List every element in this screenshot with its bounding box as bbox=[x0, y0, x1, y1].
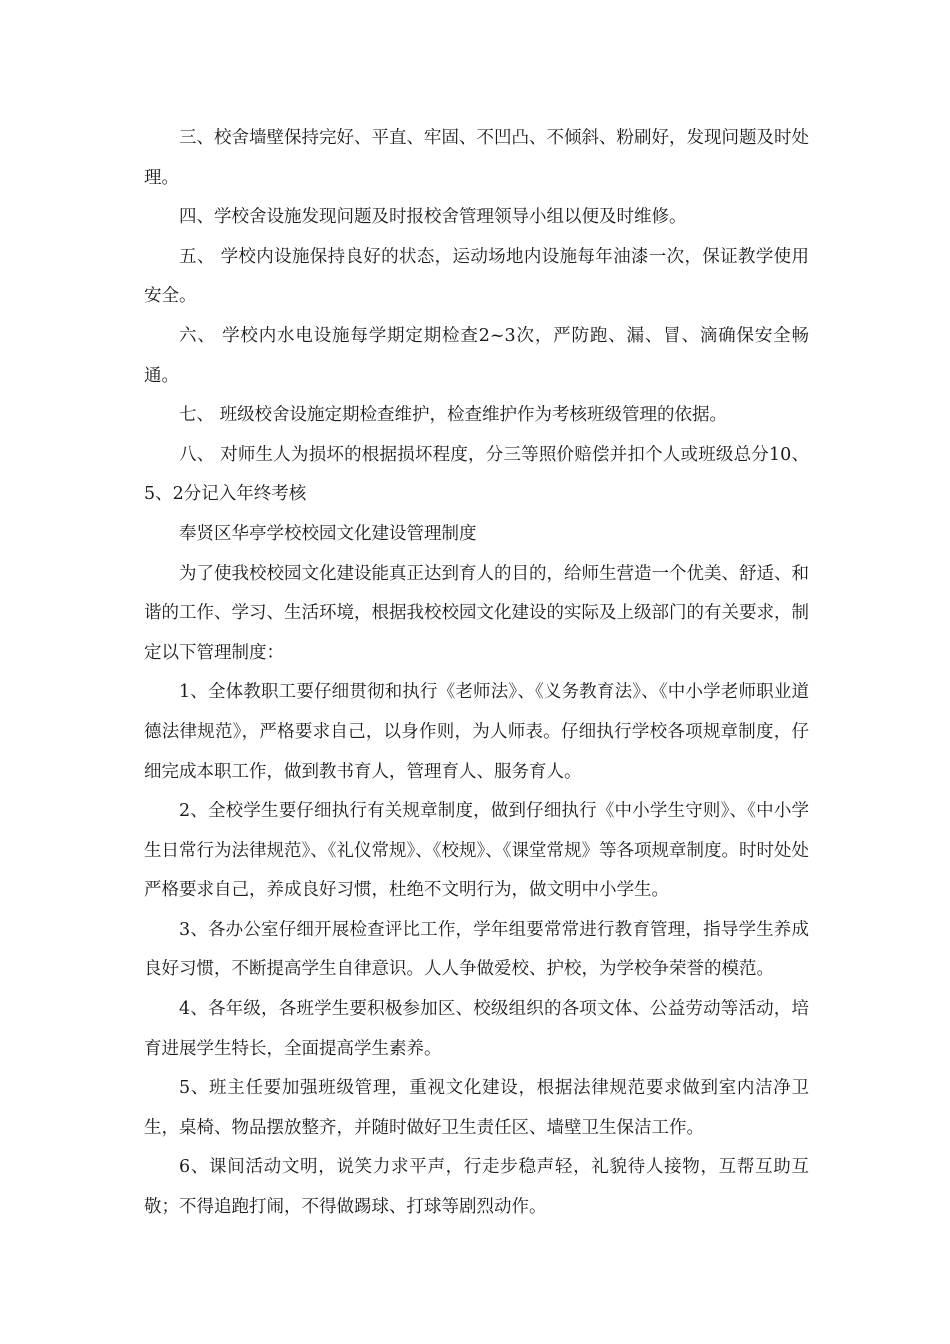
paragraph-item-8: 八、 对师生人为损坏的根据损坏程度，分三等照价赔偿并扣个人或班级总分10、5、2分记入年终考核 bbox=[144, 444, 809, 505]
rule-3: 3、各办公室仔细开展检查评比工作，学年组要常常进行教育管理，指导学生养成良好习惯，不断提高学生自律意识。人人争做爱校、护校，为学校争荣誉的模范。 bbox=[144, 919, 809, 980]
intro-paragraph: 为了使我校校园文化建设能真正达到育人的目的，给师生营造一个优美、舒适、和谐的工作、学习、生活环境，根据我校校园文化建设的实际及上级部门的有关要求，制定以下管理制度： bbox=[144, 563, 809, 663]
rule-2: 2、全校学生要仔细执行有关规章制度，做到仔细执行《中小学生守则》、《中小学生日常行为法律规范》、《礼仪常规》、《校规》、《课堂常规》等各项规章制度。时时处处严格要求自己，养成良好习惯，杜绝不文明行为，做文明中小学生。 bbox=[144, 801, 809, 901]
rule-4: 4、各年级，各班学生要积极参加区、校级组织的各项文体、公益劳动等活动，培育进展学生特长，全面提高学生素养。 bbox=[144, 999, 809, 1059]
paragraph-item-3: 三、校舍墙壁保持完好、平直、牢固、不凹凸、不倾斜、粉刷好，发现问题及时处理。 bbox=[144, 128, 809, 188]
paragraph-item-4: 四、学校舍设施发现问题及时报校舍管理领导小组以便及时维修。 bbox=[179, 207, 687, 228]
rule-5: 5、班主任要加强班级管理，重视文化建设，根据法律规范要求做到室内洁净卫生，桌椅、物品摆放整齐，并随时做好卫生责任区、墙壁卫生保洁工作。 bbox=[144, 1078, 809, 1138]
paragraph-item-5: 五、 学校内设施保持良好的状态，运动场地内设施每年油漆一次，保证教学使用安全。 bbox=[144, 246, 809, 307]
rule-6: 6、课间活动文明，说笑力求平声，行走步稳声轻，礼貌待人接物，互帮互助互敬；不得追跑打闹，不得做踢球、打球等剧烈动作。 bbox=[144, 1157, 809, 1218]
section-title: 奉贤区华亭学校校园文化建设管理制度 bbox=[179, 523, 477, 544]
rule-1: 1、全体教职工要仔细贯彻和执行《老师法》、《义务教育法》、《中小学老师职业道德法律规范》，严格要求自己，以身作则，为人师表。仔细执行学校各项规章制度，仔细完成本职工作，做到教书育人，管理育人、服务育人。 bbox=[144, 682, 809, 782]
document-body bbox=[144, 119, 809, 1228]
paragraph-item-7: 七、 班级校舍设施定期检查维护，检查维护作为考核班级管理的依据。 bbox=[179, 405, 728, 426]
paragraph-item-6: 六、 学校内水电设施每学期定期检查2~3次，严防跑、漏、冒、滴确保安全畅通。 bbox=[144, 325, 809, 386]
